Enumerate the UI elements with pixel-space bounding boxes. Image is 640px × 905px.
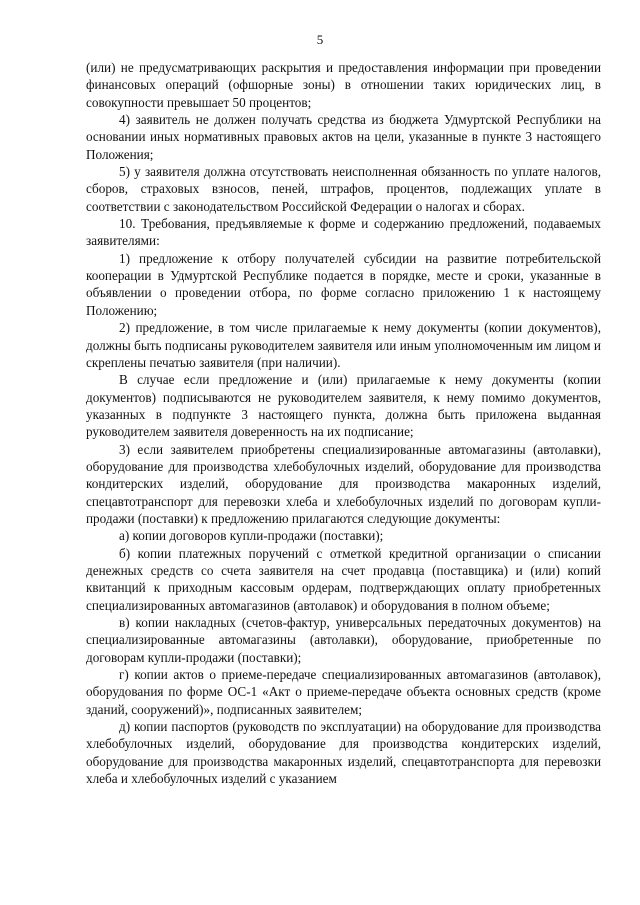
paragraph: 10. Требования, предъявляемые к форме и содержанию предложений, подаваемых заявителями: [86,216,601,249]
page-number: 5 [316,32,324,47]
paragraph: г) копии актов о приеме-передаче специализированных автомагазинов (автолавок), оборудования по форме ОС-1 «Акт о приеме-передаче объекта основных средств (кроме зданий, сооружений)», подписанных заявителем; [86,667,601,717]
paragraph: 4) заявитель не должен получать средства из бюджета Удмуртской Республики на основании иных нормативных правовых актов на цели, указанные в пункте 3 настоящего Положения; [86,112,601,162]
paragraph: 5) у заявителя должна отсутствовать неисполненная обязанность по уплате налогов, сборов, страховых взносов, пеней, штрафов, процентов, подлежащих уплате в соответствии с законодательством Российской Федерации о налогах и сборах. [86,164,601,214]
paragraph: 3) если заявителем приобретены специализированные автомагазины (автолавки), оборудование для производства хлебобулочных изделий, оборудование для производства кондитерских изделий, оборудование для производства макаронных изделий, спецавтотранспорт для перевозки хлеба и хлебобулочных изделий по договорам купли-продажи (поставки) к предложению прилагаются следующие документы: [86,441,601,526]
paragraph: 1) предложение к отбору получателей субсидии на развитие потребительской кооперации в Удмуртской Республике подается в порядке, месте и сроки, указанные в объявлении о проведении отбора, по форме согласно приложению 1 к настоящему Положению; [86,250,601,318]
paragraph: 2) предложение, в том числе прилагаемые к нему документы (копии документов), должны быть подписаны руководителем заявителя или иным уполномоченным им лицом и скреплены печатью заявителя (при наличии). [86,320,601,370]
paragraph: б) копии платежных поручений с отметкой кредитной организации о списании денежных средств со счета заявителя на счет продавца (поставщика) и (или) копий квитанций к приходным кассовым ордерам, подтверждающих оплату приобретенных специализированных автомагазинов (автолавок) и оборудования в полном объеме; [86,545,601,613]
paragraph: В случае если предложение и (или) прилагаемые к нему документы (копии документов) подписываются не руководителем заявителя, к нему помимо документов, указанных в подпункте 3 настоящего пункта, должна быть приложена выданная руководителем заявителя доверенность на их подписание; [86,372,601,440]
paragraph: (или) не предусматривающих раскрытия и предоставления информации при проведении финансовых операций (офшорные зоны) в отношении таких юридических лиц, в совокупности превышает 50 процентов; [86,60,601,110]
paragraph: в) копии накладных (счетов-фактур, универсальных передаточных документов) на специализированные автомагазины (автолавки), оборудование, приобретенные по договорам купли-продажи (поставки); [86,615,601,665]
paragraph: д) копии паспортов (руководств по эксплуатации) на оборудование для производства хлебобулочных изделий, оборудование для производства кондитерских изделий, оборудование для производства макаронных изделий, спецавтотранспорта для перевозки хлеба и хлебобулочных изделий с указанием [86,719,601,787]
document-body [86,59,601,787]
paragraph: а) копии договоров купли-продажи (поставки); [119,528,384,544]
